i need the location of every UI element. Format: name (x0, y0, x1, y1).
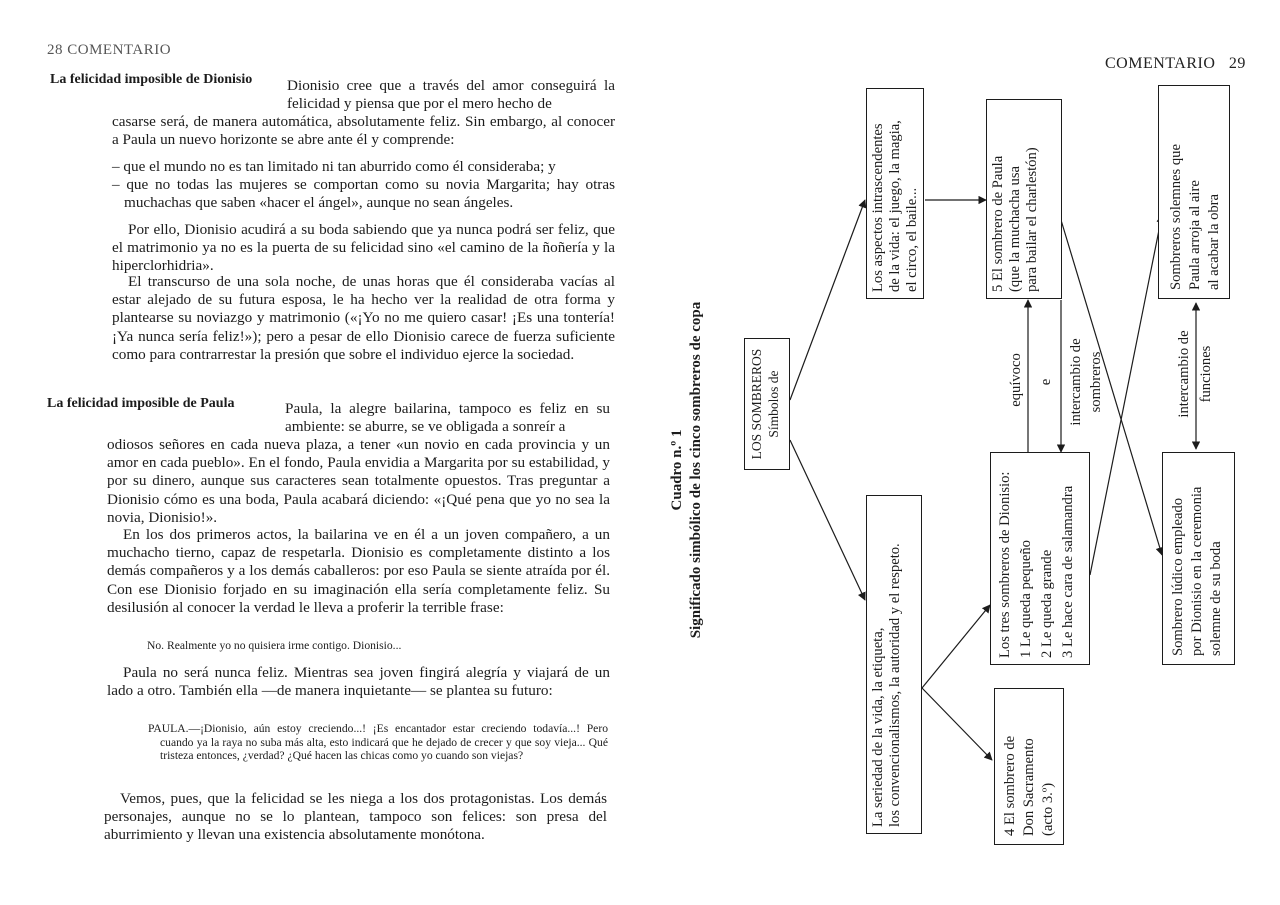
seriedad-line-1: La seriedad de la vida, la etiqueta, (870, 627, 886, 827)
label-intercambio-sombreros-line-1: intercambio de (1068, 338, 1084, 426)
cuarto-line-2: Don Sacramento (1021, 738, 1037, 836)
arrow-root-to-aspectos (790, 200, 865, 400)
section1-bullet-2: – que no todas las mujeres se comportan como su novia Margarita; hay otras muchachas que saben «hacer el ángel», aunque no sean ángeles. (112, 176, 616, 212)
aspectos-line-1: Los aspectos intrascendentes (870, 123, 886, 292)
ludico-line-2: por Dionisio en la ceremonia (1189, 486, 1205, 656)
solemnes-line-3: al acabar la obra (1206, 193, 1222, 290)
label-intercambio-funciones-line-2: funciones (1198, 345, 1214, 403)
section1-lead: Dionisio cree que a través del amor conseguirá la felicidad y piensa que por el mero hecho de (287, 77, 615, 113)
caption-number: Cuadro n.º 1 (669, 429, 685, 511)
label-intercambio-funciones-line-1: intercambio de (1176, 330, 1192, 418)
label-intercambio-funciones (1173, 324, 1217, 424)
tres-line-3: 2 Le queda grande (1039, 549, 1055, 658)
section1-title: La felicidad imposible de Dionisio (50, 72, 253, 87)
aspectos-line-3: el circo, el baile... (904, 187, 920, 292)
cuarto-line-1: 4 El sombrero de (1002, 735, 1018, 836)
arrow-seriedad-to-tres (922, 605, 990, 688)
section1-bullet-1: – que el mundo no es tan limitado ni tan aburrido como él consideraba; y (112, 158, 556, 175)
label-e (1038, 374, 1055, 390)
section2-body: odiosos señores en cada nueva plaza, a tener «un novio en cada provincia y un amor en cada pueblo». En el fondo, Paula envidia a Margarita por su estabilidad, y por su dinero, aunque sus caracteres sean totalmente opuestos. Tras preguntar a Dionisio cómo es una boda, Paula acabará diciendo: «¡Qué pena que yo no sea la novia, Dionisio!». (107, 436, 610, 526)
label-e-text: e (1038, 378, 1054, 386)
caption-title: Significado simbólico de los cinco sombreros de copa (688, 301, 704, 639)
aspectos-line-2: de la vida: el juego, la magia, (887, 120, 903, 292)
section2-quote-1: No. Realmente yo no quisiera irme contigo. Dionisio... (147, 639, 402, 652)
diagram-seriedad-box (866, 495, 922, 834)
diagram-solemnes-box (1158, 85, 1230, 299)
bullet-text: que no todas las mujeres se comportan como su novia Margarita; hay otras muchachas que saben «hacer el ángel», aunque no sean ángeles. (124, 176, 616, 212)
right-page-header: COMENTARIO 29 (1105, 55, 1246, 72)
tres-line-2: 1 Le queda pequeño (1018, 540, 1034, 658)
section2-quote-2: PAULA.—¡Dionisio, aún estoy creciendo...! ¡Es encantador estar creciendo todavía...! Pero cuando ya la raya no suba más alta, esto indicará que he dejado de crecer y que soy vieja... Qué tristeza entonces, ¿verdad? ¿Qué hacen las chicas como yo cuando son viejas? (148, 722, 608, 762)
bullet-text: que el mundo no es tan limitado ni tan aburrido como él consideraba; y (123, 158, 556, 175)
diagram-cuarto-box (994, 688, 1064, 845)
diagram-tres-box (990, 452, 1090, 665)
left-page-header: 28 COMENTARIO (47, 42, 172, 58)
section2-lead: Paula, la alegre bailarina, tampoco es feliz en su ambiente: se aburre, se ve obligada a sonreír a (285, 400, 610, 436)
section2-title: La felicidad imposible de Paula (47, 396, 235, 411)
solemnes-line-2: Paula arroja al aire (1187, 180, 1203, 290)
quinto-line-1: 5 El sombrero de Paula (990, 155, 1006, 292)
diagram-quinto-box (986, 99, 1062, 299)
root-line-1: LOS SOMBREROS (749, 348, 764, 460)
arrow-root-to-seriedad (790, 440, 865, 600)
solemnes-line-1: Sombreros solemnes que (1168, 144, 1184, 290)
section1-paragraph-2: Por ello, Dionisio acudirá a su boda sabiendo que ya nunca podrá ser feliz, que el matrimonio ya no es la puerta de su felicidad sino «el camino de la ñoñería y la hiperclorhidria». (112, 221, 615, 275)
ludico-line-3: solemne de su boda (1208, 541, 1224, 656)
diagram-ludico-box (1162, 452, 1235, 665)
diagram-aspectos-box (866, 88, 924, 299)
label-intercambio-sombreros-line-2: sombreros (1088, 351, 1104, 413)
section2-paragraph-2: En los dos primeros actos, la bailarina ve en él a un joven compañero, a un muchacho tierno, capaz de respetarla. Dionisio es completamente distinto a los demás compañeros y a los demás caballeros: por eso Paula se siente atraída por él. Con ese Dionisio forjado en su imaginación ella sería completamente feliz. Su desilusión al conocer la verdad le lleva a proferir la terrible frase: (107, 526, 610, 616)
section1-paragraph-3: El transcurso de una sola noche, de unas horas que él consideraba vacías al estar alejado de su futura esposa, le ha hecho ver la realidad de otra forma y plantearse su noviazgo y matrimonio («¡Yo no me quiero casar! ¡Es una tontería! ¡Ya nunca sería feliz!»); pero a pesar de ello Dionisio carece de fuerza suficiente como para contrarrestar la presión que sobre el individuo ejerce la sociedad. (112, 273, 615, 363)
quinto-line-3: para bailar el charlestón) (1024, 147, 1040, 292)
ludico-line-1: Sombrero lúdico empleado (1170, 497, 1186, 656)
cuarto-line-3: (acto 3.º) (1040, 782, 1056, 836)
tres-line-1: Los tres sombreros de Dionisio: (997, 471, 1013, 658)
quinto-line-2: (que la muchacha usa (1007, 165, 1023, 292)
section2-paragraph-4: Vemos, pues, que la felicidad se les niega a los dos protagonistas. Los demás personajes, aunque no se lo plantean, tampoco son felices: son presa del aburrimiento y llevan una existencia absolutamente monótona. (104, 790, 607, 844)
label-equivoco (1008, 350, 1025, 410)
section2-paragraph-3: Paula no será nunca feliz. Mientras sea joven fingirá alegría y viajará de un lado a otro. También ella —de manera inquietante— se plantea su futuro: (107, 664, 610, 700)
seriedad-line-2: los convencionalismos, la autoridad y el respeto. (887, 543, 903, 827)
label-equivoco-text: equívoco (1008, 353, 1024, 407)
root-line-2: Símbolos de (766, 370, 781, 438)
diagram-root-box (744, 338, 790, 470)
tres-line-4: 3 Le hace cara de salamandra (1060, 485, 1076, 658)
section1-body: casarse será, de manera automática, absolutamente feliz. Sin embargo, al conocer a Paula un nuevo horizonte se abre ante él y comprende: (112, 113, 615, 149)
arrow-seriedad-to-cuarto (922, 688, 992, 760)
label-intercambio-sombreros (1066, 332, 1106, 432)
